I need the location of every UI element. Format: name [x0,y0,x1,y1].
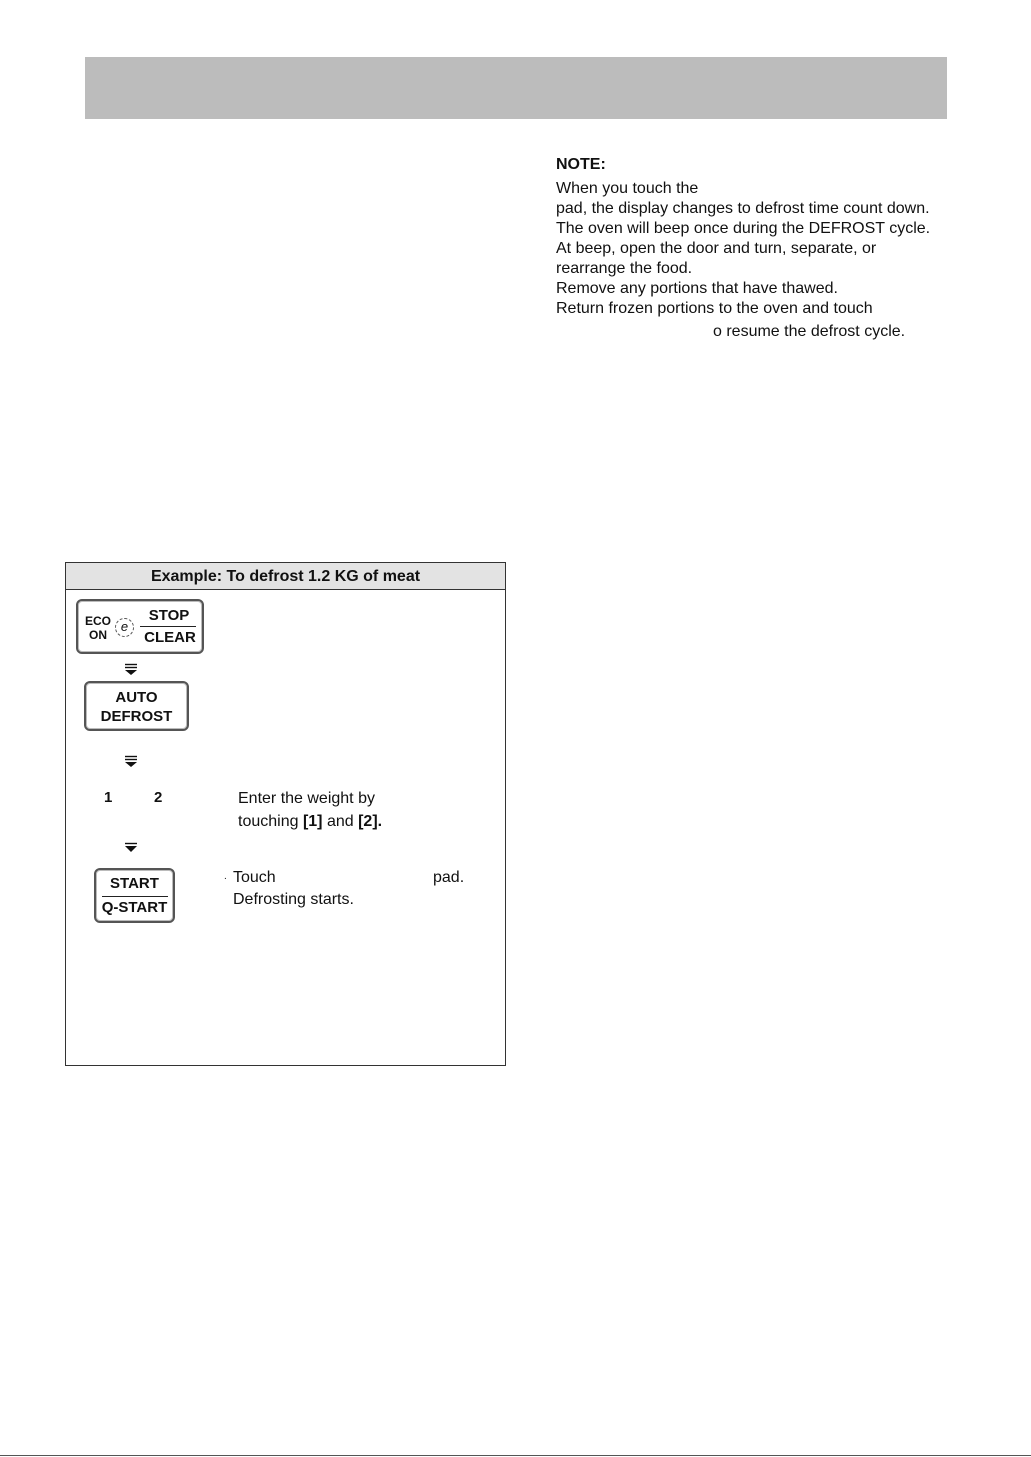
weight-instruction [238,787,382,833]
defrosting-starts-text: Defrosting starts. [233,891,354,908]
stop-label: STOP [148,607,190,624]
eco-e-icon: e [115,618,134,637]
note-line: Return frozen portions to the oven and touch [556,300,873,317]
note-line: At beep, open the door and turn, separate, or [556,240,877,257]
pad-text: pad. [433,869,465,886]
auto-label: AUTO [115,689,158,706]
touch-text: Touch [233,869,276,886]
note-line: rearrange the food. [556,260,693,277]
key-divider [140,626,196,627]
footer-rule [0,1455,1031,1456]
note-title: NOTE: [556,156,606,173]
stop-clear-key-illustration [76,599,204,654]
key-divider [102,896,168,897]
note-line: o resume the defrost cycle. [713,323,906,340]
note-line: The oven will beep once during the DEFROST cycle. [556,220,931,237]
q-start-label: Q-START [101,899,168,916]
example-title: Example: To defrost 1.2 KG of meat [66,563,505,590]
digit-two: 2 [154,789,163,806]
auto-defrost-key-illustration [84,681,189,731]
note-line: pad, the display changes to defrost time count down. [556,200,930,217]
example-box [65,562,506,1066]
down-arrow-icon [124,755,138,767]
weight-line1: Enter the weight by [238,790,375,807]
down-arrow-icon [124,842,138,854]
defrost-label: DEFROST [100,708,173,725]
start-key-illustration [94,868,175,923]
step-dot: . [224,871,227,882]
start-label: START [110,875,159,892]
note-line: When you touch the [556,180,699,197]
key-ref-two: [2]. [358,813,383,830]
clear-label: CLEAR [144,629,196,646]
header-band [85,57,947,119]
weight-line2-mid: and [322,813,359,830]
eco-label: ECO [85,614,112,628]
key-ref-one: [1] [302,813,323,830]
note-block [556,155,930,342]
eco-on-label [85,614,111,642]
digit-one: 1 [104,789,113,806]
down-arrow-icon [124,663,138,675]
weight-line2-pre: touching [238,813,303,830]
note-line: Remove any portions that have thawed. [556,280,838,297]
on-label: ON [89,628,107,642]
